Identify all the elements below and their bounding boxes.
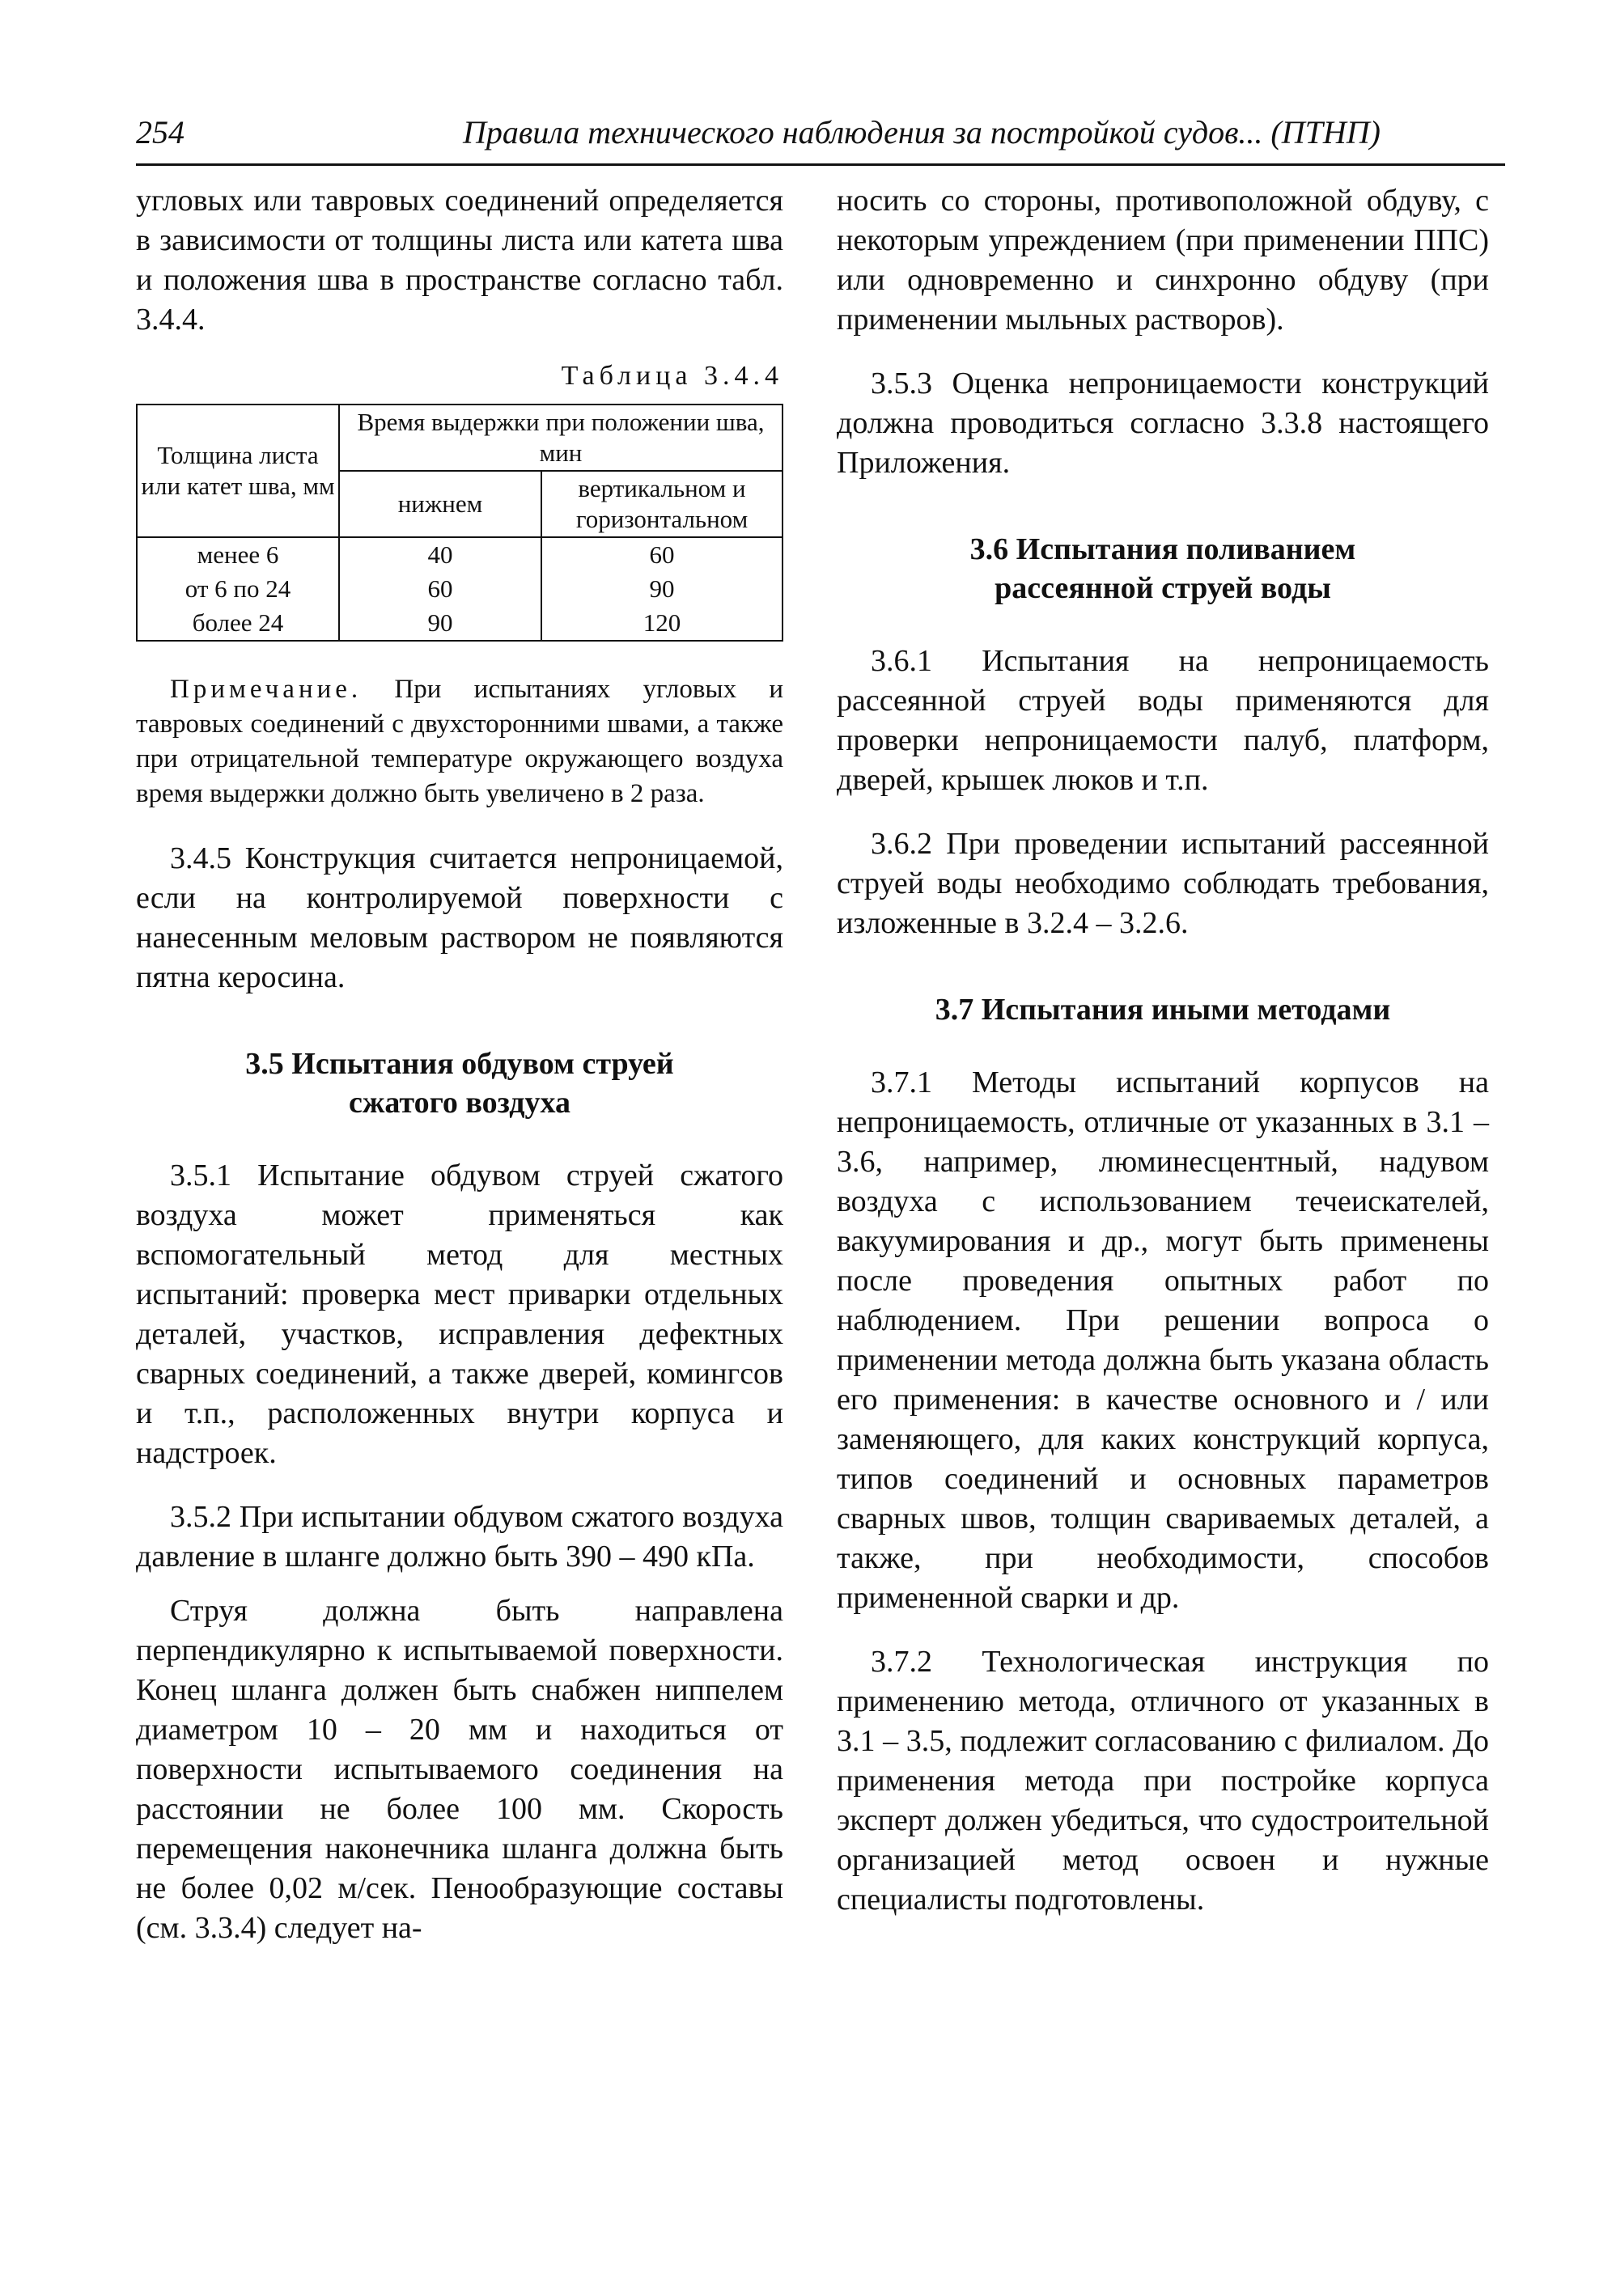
page-number: 254 <box>136 114 184 150</box>
clause-text: При проведении испытаний рассеянной струей воды необходимо соблюдать требования, изложенные в 3.2.4 – 3.2.6. <box>837 827 1489 940</box>
left-column <box>136 181 783 1948</box>
cell-thickness: менее 6 <box>137 537 339 572</box>
paragraph-3-6-1 <box>837 642 1489 800</box>
clause-text: Методы испытаний корпусов на непроницаемость, отличные от указанных в 3.1 – 3.6, например, люминесцентный, надувом воздуха с использованием течеискателей, вакуумирования и др., могут быть применены после проведения опытных работ по наблюдением. При решении вопроса о применении метода должна быть указана область его применения: в качестве основного и / или заменяющего, для каких конструкций корпуса, типов соединений и основных параметров сварных швов, толщин свариваемых деталей, а также, при необходимости, способов примененной сварки и др. <box>837 1065 1489 1615</box>
table-row <box>137 572 783 606</box>
col-lower-header: нижнем <box>339 471 541 537</box>
cell-lower: 60 <box>339 572 541 606</box>
intro-paragraph: угловых или тавровых соединений определяется в зависимости от толщины листа или катета шва и положения шва в пространстве согласно табл. 3.4.4. <box>136 184 783 337</box>
clause-number: 3.4.5 <box>170 841 231 875</box>
paragraph-3-5-1 <box>136 1156 783 1473</box>
table-note <box>136 672 783 811</box>
col-vertical-header: вертикальном и горизонтальном <box>541 471 783 537</box>
paragraph-3-7-2 <box>837 1642 1489 1920</box>
section-heading-3-5 <box>136 1044 783 1122</box>
cell-vertical: 60 <box>541 537 783 572</box>
clause-text: Оценка непроницаемости конструкций должна проводиться согласно 3.3.8 настоящего Приложения. <box>837 366 1489 480</box>
clause-number: 3.5.3 <box>871 366 932 400</box>
note-text: При испытаниях угловых и тавровых соединений с двухсторонними швами, а также при отрицательной температуре окружающего воздуха время выдержки должно быть увеличено в 2 раза. <box>136 675 783 808</box>
heading-line: 3.5 Испытания обдувом струей <box>245 1047 674 1081</box>
clause-text: При испытании обдувом сжатого воздуха давление в шланге должно быть 390 – 490 кПа. <box>136 1500 783 1574</box>
running-title: Правила технического наблюдения за постройкой судов... (ПТНП) <box>463 114 1381 150</box>
cell-lower: 90 <box>339 606 541 641</box>
paragraph-3-6-2 <box>837 824 1489 943</box>
heading-line: 3.6 Испытания поливанием <box>969 532 1356 566</box>
continued-paragraph: носить со стороны, противоположной обдуву, с некоторым упреждением (при применении ППС) или одновременно и синхронно обдуву (при применении мыльных растворов). <box>837 184 1489 337</box>
table-row <box>137 606 783 641</box>
clause-text: Конструкция считается непроницаемой, если на контролируемой поверхности с нанесенным меловым раствором не появляются пятна керосина. <box>136 841 783 994</box>
clause-number: 3.5.2 <box>170 1500 231 1534</box>
clause-number: 3.7.2 <box>871 1645 932 1679</box>
col-thickness-header: Толщина листа или катет шва, мм <box>137 405 339 537</box>
section-heading-3-7: 3.7 Испытания иными методами <box>935 993 1391 1027</box>
paragraph-3-5-2-cont: Струя должна быть направлена перпендикулярно к испытываемой поверхности. Конец шланга должен быть снабжен ниппелем диаметром 10 – 20 мм и находиться от поверхности испытываемого соединения на расстоянии не более 100 мм. Скорость перемещения наконечника шланга должна быть не более 0,02 м/сек. Пенообразующие составы (см. 3.3.4) следует на- <box>136 1594 783 1945</box>
clause-text: Испытания на непроницаемость рассеянной струей воды применяются для проверки непроницаемости палуб, платформ, дверей, крышек люков и т.п. <box>837 644 1489 797</box>
heading-line: рассеянной струей воды <box>995 571 1331 605</box>
clause-number: 3.6.1 <box>871 644 932 678</box>
cell-vertical: 120 <box>541 606 783 641</box>
cell-lower: 40 <box>339 537 541 572</box>
heading-line: сжатого воздуха <box>349 1086 570 1120</box>
col-group-header: Время выдержки при положении шва, мин <box>339 405 783 471</box>
cell-vertical: 90 <box>541 572 783 606</box>
table-caption: Таблица 3.4.4 <box>561 361 783 391</box>
section-heading-3-6 <box>837 530 1489 608</box>
clause-text: Испытание обдувом струей сжатого воздуха может применяться как вспомогательный метод для местных испытаний: проверка мест приварки отдельных деталей, участков, исправления дефектных сварных соединений, а также дверей, комингсов и т.п., расположенных внутри корпуса и надстроек. <box>136 1159 783 1470</box>
note-label: Примечание. <box>170 675 363 704</box>
cell-thickness: более 24 <box>137 606 339 641</box>
paragraph-3-7-1 <box>837 1063 1489 1618</box>
clause-number: 3.5.1 <box>170 1159 231 1192</box>
paragraph-3-4-5 <box>136 839 783 998</box>
table-row <box>137 537 783 572</box>
page-header <box>136 113 1505 166</box>
paragraph-3-5-3 <box>837 364 1489 483</box>
clause-number: 3.7.1 <box>871 1065 932 1099</box>
clause-number: 3.6.2 <box>871 827 932 861</box>
cell-thickness: от 6 по 24 <box>137 572 339 606</box>
clause-text: Технологическая инструкция по применению метода, отличного от указанных в 3.1 – 3.5, подлежит согласованию с филиалом. До применения метода при постройке корпуса эксперт должен убедиться, что судостроительной организацией метод освоен и нужные специалисты подготовлены. <box>837 1645 1489 1917</box>
paragraph-3-5-2 <box>136 1497 783 1577</box>
exposure-time-table <box>136 404 783 642</box>
right-column <box>837 181 1489 1920</box>
